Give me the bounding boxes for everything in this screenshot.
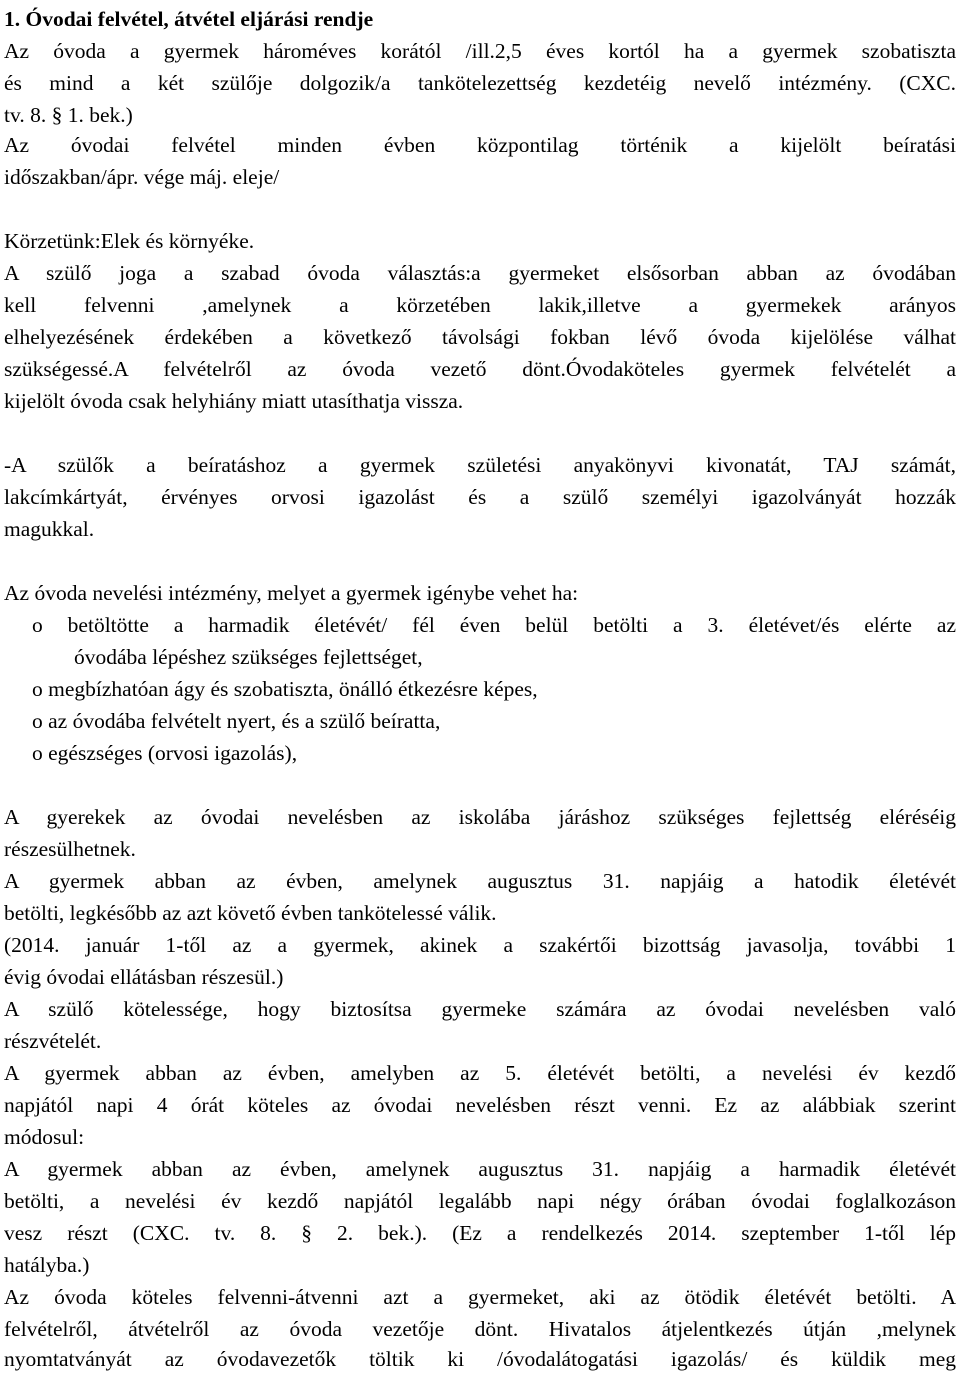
text-line: lakcímkártyát, érvényes orvosi igazolást és a szülő személyi igazolványát hozzák [4, 485, 956, 509]
text-line: vesz részt (CXC. tv. 8. § 2. bek.). (Ez a rendelkezés 2014. szeptember 1-től lép [4, 1221, 956, 1245]
text-line: A gyermek abban az évben, amelynek augusztus 31. napjáig a hatodik életévét [4, 869, 956, 893]
list-item: o az óvodába felvételt nyert, és a szülő beíratta, [32, 709, 441, 733]
text-line: A szülő kötelessége, hogy biztosítsa gyermeke számára az óvodai nevelésben való [4, 997, 956, 1021]
text-line: magukkal. [4, 517, 95, 541]
text-line: kijelölt óvoda csak helyhiány miatt utasíthatja vissza. [4, 389, 464, 413]
text-line: A gyermek abban az évben, amelynek augusztus 31. napjáig a harmadik életévét [4, 1157, 956, 1181]
text-line: módosul: [4, 1125, 85, 1149]
text-line: napjától napi 4 órát köteles az óvodai nevelésben részt venni. Ez az alábbiak szerint [4, 1093, 956, 1117]
text-line: Az óvoda köteles felvenni-átvenni azt a gyermeket, aki az ötödik életévét betölti. A [4, 1285, 956, 1309]
text-line: hatályba.) [4, 1253, 90, 1277]
text-line: és mind a két szülője dolgozik/a tankötelezettség kezdetéig nevelő intézmény. (CXC. [4, 71, 956, 95]
text-line: részesülhetnek. [4, 837, 136, 861]
text-line: szükségessé.A felvételről az óvoda vezető dönt.Óvodaköteles gyermek felvételét a [4, 357, 956, 381]
text-line: tv. 8. § 1. bek.) [4, 103, 133, 127]
list-item: o egészséges (orvosi igazolás), [32, 741, 298, 765]
text-line: betölti, a nevelési év kezdő napjától legalább napi négy órában óvodai foglalkozáson [4, 1189, 956, 1213]
list-item: o megbízhatóan ágy és szobatiszta, önálló étkezésre képes, [32, 677, 538, 701]
text-line: Az óvodai felvétel minden évben központilag történik a kijelölt beíratási [4, 133, 956, 157]
text-line: A gyerekek az óvodai nevelésben az iskolába járáshoz szükséges fejlettség eléréséig [4, 805, 956, 829]
text-line: A szülő joga a szabad óvoda választás:a gyermeket elsősorban abban az óvodában [4, 261, 956, 285]
text-line: részvételét. [4, 1029, 102, 1053]
text-line: betölti, legkésőbb az azt követő évben tankötelessé válik. [4, 901, 497, 925]
text-line: elhelyezésének érdekében a következő távolsági fokban lévő óvoda kijelölése válhat [4, 325, 956, 349]
text-line: nyomtatványát az óvodavezetők töltik ki /óvodalátogatási igazolás/ és küldik meg [4, 1347, 956, 1371]
text-line: (2014. január 1-től az a gyermek, akinek a szakértői bizottság javasolja, további 1 [4, 933, 956, 957]
text-line: Az óvoda nevelési intézmény, melyet a gyermek igénybe vehet ha: [4, 581, 579, 605]
list-item: óvodába lépéshez szükséges fejlettséget, [74, 645, 423, 669]
text-line: -A szülők a beíratáshoz a gyermek születési anyakönyvi kivonatát, TAJ számát, [4, 453, 956, 477]
text-line: kell felvenni ,amelynek a körzetében lakik,illetve a gyermekek arányos [4, 293, 956, 317]
text-line: felvételről, átvételről az óvoda vezetője dönt. Hivatalos átjelentkezés útján ,melynek [4, 1317, 956, 1341]
text-line: Körzetünk:Elek és környéke. [4, 229, 255, 253]
text-line: évig óvodai ellátásban részesül.) [4, 965, 284, 989]
text-line: időszakban/ápr. vége máj. eleje/ [4, 165, 280, 189]
text-line: A gyermek abban az évben, amelyben az 5. életévét betölti, a nevelési év kezdő [4, 1061, 956, 1085]
list-item: o betöltötte a harmadik életévét/ fél éven belül betölti a 3. életévet/és elérte az [32, 613, 956, 637]
section-heading: 1. Óvodai felvétel, átvétel eljárási rendje [4, 7, 374, 31]
text-line: Az óvoda a gyermek hároméves korától /ill.2,5 éves kortól ha a gyermek szobatiszta [4, 39, 956, 63]
